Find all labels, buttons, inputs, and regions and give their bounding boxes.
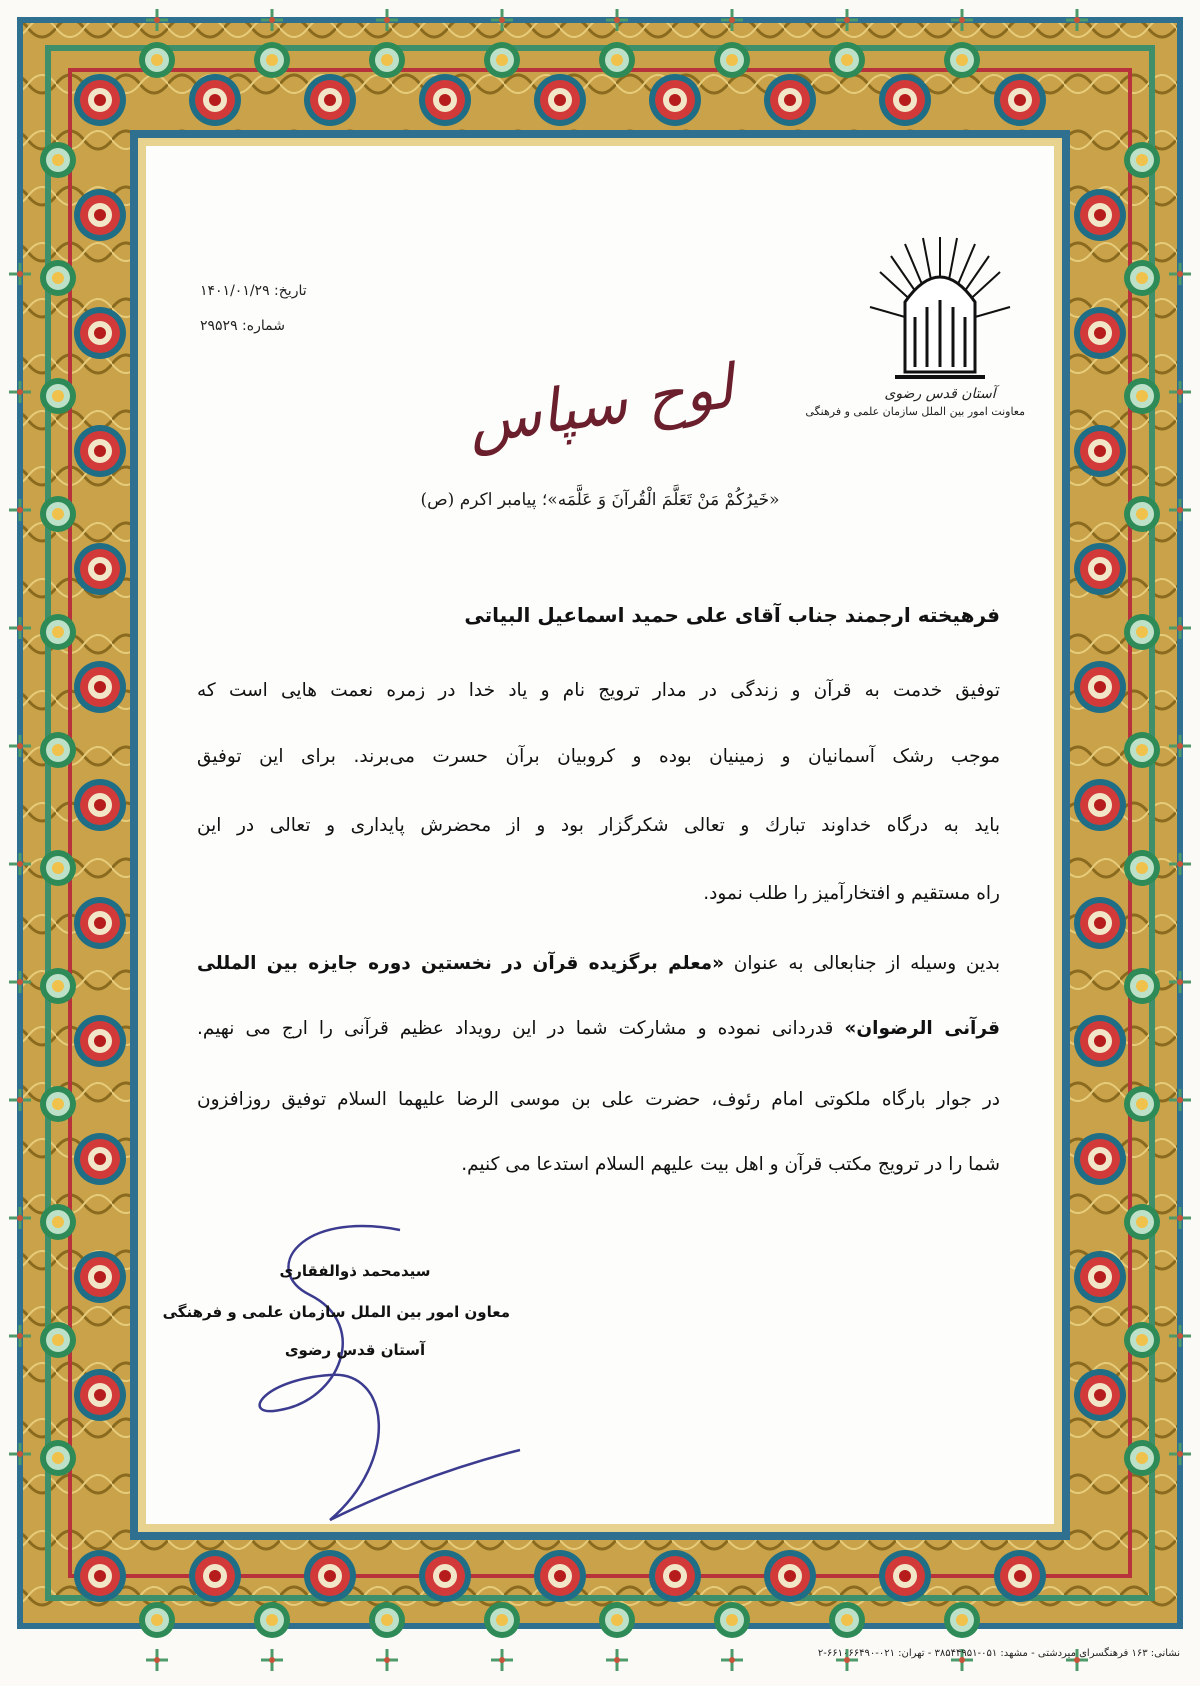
border-ornament (376, 1649, 398, 1671)
border-ornament (254, 42, 290, 78)
border-ornament (606, 1649, 628, 1671)
border-ornament (369, 1602, 405, 1638)
award-title-part-1: «معلم برگزیده قرآن در نخستین دوره جایزه بین المللی (197, 953, 725, 974)
border-ornament (649, 74, 701, 126)
border-ornament (1124, 1322, 1160, 1358)
border-ornament (764, 74, 816, 126)
border-ornament (369, 42, 405, 78)
border-ornament (74, 1251, 126, 1303)
border-ornament (829, 42, 865, 78)
border-ornament (74, 1015, 126, 1067)
border-ornament (40, 142, 76, 178)
paragraph-2-line-1 (197, 953, 1000, 974)
border-ornament (40, 968, 76, 1004)
border-ornament (40, 260, 76, 296)
border-ornament (139, 1602, 175, 1638)
border-ornament (40, 614, 76, 650)
border-ornament (1074, 425, 1126, 477)
signatory-organization: آستان قدس رضوی (284, 1341, 426, 1359)
border-ornament (40, 378, 76, 414)
border-ornament (534, 74, 586, 126)
border-ornament (599, 42, 635, 78)
border-ornament (146, 1649, 168, 1671)
border-ornament (74, 897, 126, 949)
border-ornament (534, 1550, 586, 1602)
border-ornament (74, 1550, 126, 1602)
border-ornament (714, 1602, 750, 1638)
border-ornament (74, 543, 126, 595)
border-ornament (879, 74, 931, 126)
signatory-position: معاون امور بین الملل سازمان علمی و فرهنگی (162, 1303, 510, 1321)
certificate-title: لوح سپاس (462, 351, 738, 459)
border-ornament (1074, 661, 1126, 713)
border-ornament (74, 74, 126, 126)
logo-name: آستان قدس رضوی (884, 386, 996, 402)
border-ornament (1074, 1251, 1126, 1303)
border-ornament (994, 74, 1046, 126)
border-ornament (40, 1440, 76, 1476)
border-ornament (1074, 1369, 1126, 1421)
paragraph-2-line-2 (197, 1018, 1000, 1039)
border-ornament (1074, 1133, 1126, 1185)
border-ornament (74, 779, 126, 831)
border-ornament (1124, 968, 1160, 1004)
border-ornament (74, 1369, 126, 1421)
border-ornament (1124, 142, 1160, 178)
paragraph-1-line-1: توفیق خدمت به قرآن و زندگی در مدار ترویج نام و یاد خدا در زمره نعمت هایی است که (197, 680, 1000, 701)
paragraph-1-line-2: موجب رشک آسمانیان و زمینیان بوده و کروبیان برآن حسرت می‌برند. برای این توفیق (197, 746, 1000, 767)
border-ornament (1124, 260, 1160, 296)
border-ornament (304, 1550, 356, 1602)
border-ornament (74, 425, 126, 477)
border-ornament (1124, 1440, 1160, 1476)
border-ornament (189, 1550, 241, 1602)
border-ornament (74, 661, 126, 713)
border-ornament (1124, 614, 1160, 650)
paragraph-1-line-3: باید به درگاه خداوند تبارك و تعالی شکرگزار بود و از محضرش پایداری و تعالی در این (197, 815, 1000, 836)
border-ornament (1124, 850, 1160, 886)
border-ornament (40, 1322, 76, 1358)
paragraph-3-line-1: در جوار بارگاه ملکوتی امام رئوف، حضرت علی بن موسی الرضا علیهما السلام توفیق روزافزون (197, 1089, 1000, 1110)
border-ornament (74, 1133, 126, 1185)
border-ornament (1074, 1015, 1126, 1067)
border-ornament (1074, 897, 1126, 949)
award-title-part-2: قرآنی الرضوان» (844, 1018, 1001, 1039)
border-ornament (484, 42, 520, 78)
handwritten-signature (220, 1200, 540, 1530)
hadith-quote: «خَیرُکُمْ مَنْ تَعَلَّمَ الْقُرآنَ وَ عَلَّمَه»؛ پیامبر اکرم (ص) (420, 490, 780, 510)
border-ornament (40, 1086, 76, 1122)
border-ornament (304, 74, 356, 126)
border-ornament (1074, 189, 1126, 241)
border-ornament (491, 1649, 513, 1671)
addressee: فرهیخته ارجمند جناب آقای علی حمید اسماعیل البیاتی (464, 603, 1000, 627)
border-ornament (74, 307, 126, 359)
border-ornament (40, 496, 76, 532)
border-ornament (261, 1649, 283, 1671)
border-ornament (764, 1550, 816, 1602)
border-ornament (40, 732, 76, 768)
border-ornament (189, 74, 241, 126)
border-ornament (484, 1602, 520, 1638)
border-ornament (649, 1550, 701, 1602)
footer-address: نشانی: ۱۶۳ فرهنگسرای میردشتی - مشهد: ۰۵۱-۳۸۵۴۴۹۵۱ - تهران: ۰۲۱-۶۶۱۰۶۶۴۹۰-۲ (817, 1648, 1180, 1659)
border-ornament (40, 850, 76, 886)
paragraph-1-line-4: راه مستقیم و افتخارآمیز را طلب نمود. (703, 883, 1000, 904)
number-line: شماره: ۲۹۵۲۹ (200, 318, 285, 334)
border-ornament (944, 42, 980, 78)
border-ornament (829, 1602, 865, 1638)
border-ornament (599, 1602, 635, 1638)
date-line: تاریخ: ۱۴۰۱/۰۱/۲۹ (200, 283, 307, 299)
signatory-name: سیدمحمد ذوالفقاری (279, 1262, 431, 1280)
border-ornament (714, 42, 750, 78)
border-ornament (994, 1550, 1046, 1602)
border-ornament (1074, 543, 1126, 595)
border-ornament (1124, 496, 1160, 532)
logo-subtitle: معاونت امور بین الملل سازمان علمی و فرهنگی (805, 405, 1025, 418)
border-ornament (1124, 732, 1160, 768)
border-ornament (944, 1602, 980, 1638)
border-ornament (1124, 1204, 1160, 1240)
border-ornament (74, 189, 126, 241)
border-ornament (1124, 378, 1160, 414)
paragraph-2-line-2-plain: قدردانی نموده و مشارکت شما در این رویداد عظیم قرآنی را ارج می نهیم. (197, 1018, 845, 1039)
border-ornament (1074, 307, 1126, 359)
border-ornament (879, 1550, 931, 1602)
border-ornament (419, 1550, 471, 1602)
border-ornament (139, 42, 175, 78)
paragraph-2-line-1-plain: بدین وسیله از جنابعالی به عنوان (724, 953, 1001, 974)
border-ornament (419, 74, 471, 126)
border-ornament (40, 1204, 76, 1240)
border-ornament (1074, 779, 1126, 831)
paragraph-3-line-2: شما را در ترویج مکتب قرآن و اهل بیت علیهم السلام استدعا می کنیم. (461, 1154, 1000, 1175)
border-ornament (254, 1602, 290, 1638)
border-ornament (1124, 1086, 1160, 1122)
